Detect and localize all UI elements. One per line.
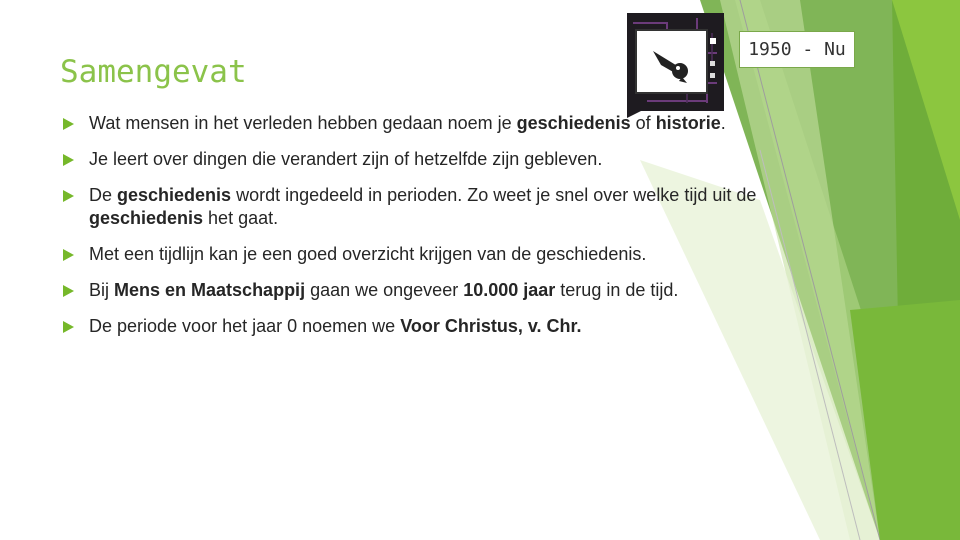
bullet-arrow-icon: [63, 190, 74, 202]
bullet-text: [89, 280, 678, 300]
bullet-text: [89, 185, 756, 228]
bullet-arrow-icon: [63, 118, 74, 130]
bold-term: geschiedenis: [117, 185, 232, 205]
bullet-item: [60, 279, 780, 302]
bullet-text: [89, 113, 726, 133]
text-run: Bij: [89, 280, 115, 300]
bullet-arrow-icon: [63, 285, 74, 297]
retro-monitor-image: [627, 13, 724, 118]
bullet-arrow-icon: [63, 249, 74, 261]
text-run: Wat mensen in het verleden hebben gedaan noem je: [89, 113, 517, 133]
text-run: Je leert over dingen die verandert zijn of hetzelfde zijn gebleven.: [89, 149, 603, 169]
period-badge: 1950 - Nu: [739, 31, 855, 68]
text-run: wordt ingedeeld in perioden. Zo weet je snel over welke tijd uit de: [231, 185, 757, 205]
bold-term: Voor Christus, v. Chr.: [400, 316, 582, 336]
bullet-item: [60, 112, 780, 135]
bullet-text: [89, 244, 646, 264]
bullet-item: [60, 148, 780, 171]
bold-term: geschiedenis: [89, 208, 204, 228]
bold-term: 10.000 jaar: [463, 280, 556, 300]
text-run: het gaat.: [203, 208, 279, 228]
text-run: terug in de tijd.: [555, 280, 679, 300]
bullet-item: [60, 243, 780, 266]
bullet-item: [60, 184, 780, 230]
bold-term: Mens en Maatschappij: [114, 280, 306, 300]
bold-term: geschiedenis: [516, 113, 631, 133]
text-run: De periode voor het jaar 0 noemen we: [89, 316, 401, 336]
bullet-text: [89, 316, 582, 336]
bullet-item: [60, 315, 780, 338]
bullet-arrow-icon: [63, 321, 74, 333]
text-run: .: [720, 113, 726, 133]
bold-term: historie: [655, 113, 721, 133]
slide-title: Samengevat: [60, 54, 247, 90]
text-run: of: [630, 113, 656, 133]
bullet-text: [89, 149, 602, 169]
text-run: De: [89, 185, 118, 205]
text-run: gaan we ongeveer: [305, 280, 464, 300]
text-run: Met een tijdlijn kan je een goed overzicht krijgen van de geschiedenis.: [89, 244, 647, 264]
bullet-arrow-icon: [63, 154, 74, 166]
bullet-list: [60, 112, 780, 338]
